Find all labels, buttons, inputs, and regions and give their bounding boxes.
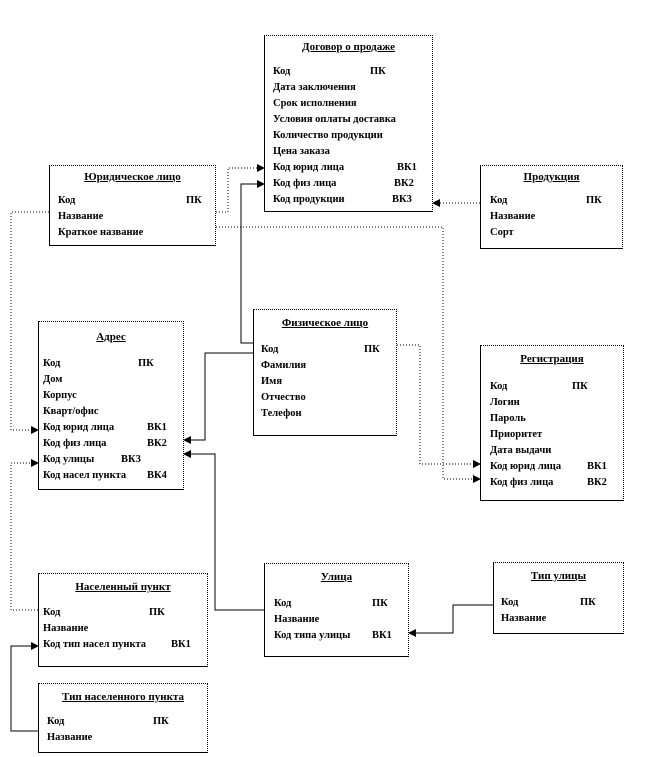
attr-row — [43, 605, 207, 621]
entity-title: Продукция — [523, 171, 580, 183]
attr-row — [274, 628, 408, 644]
entity-title: Тип улицы — [530, 570, 587, 582]
attr-row — [274, 596, 408, 612]
attr-key: ВК3 — [121, 454, 141, 465]
attr-row — [43, 372, 183, 388]
attr-name: Код физ лица — [273, 178, 337, 189]
entity-registration[interactable] — [480, 345, 624, 501]
attr-row — [261, 406, 396, 422]
entity-address[interactable] — [38, 321, 184, 490]
entity-title: Адрес — [96, 331, 126, 343]
attr-name: Дом — [43, 374, 63, 385]
attr-row — [273, 160, 432, 176]
attr-key: ПК — [149, 607, 165, 618]
attr-row — [43, 637, 207, 653]
entity-natural-person[interactable] — [253, 309, 397, 436]
entity-title: Улица — [320, 571, 353, 583]
attr-key: ВК4 — [147, 470, 167, 481]
entity-contract[interactable] — [264, 35, 433, 212]
attr-row — [273, 96, 432, 112]
attr-name: Название — [47, 732, 93, 743]
entity-title: Регистрация — [520, 353, 584, 365]
attr-row — [273, 80, 432, 96]
attr-name: Название — [58, 211, 104, 222]
attr-row — [273, 128, 432, 144]
attr-row — [273, 192, 432, 208]
attr-name: Имя — [261, 376, 282, 387]
attr-row — [43, 420, 183, 436]
attr-key: ПК — [153, 716, 169, 727]
legal-to-contract-line — [216, 168, 264, 212]
attr-key: ВК1 — [372, 630, 392, 641]
attr-row — [261, 358, 396, 374]
attr-row — [58, 225, 215, 241]
attr-name: Код — [43, 358, 61, 369]
attr-row — [58, 193, 215, 209]
entity-settlement-type[interactable] — [38, 683, 208, 753]
attr-name: Название — [274, 614, 320, 625]
entity-title: Физическое лицо — [281, 317, 369, 329]
attr-name: Кварт/офис — [43, 406, 99, 417]
entity-title: Договор о продаже — [302, 41, 395, 53]
attr-row — [43, 452, 183, 468]
attr-name: Код — [273, 66, 291, 77]
attr-key: ВК3 — [392, 194, 412, 205]
attr-key: ВК1 — [587, 461, 607, 472]
attr-row — [273, 176, 432, 192]
attr-key: ВК2 — [587, 477, 607, 488]
attr-name: Приоритет — [490, 429, 543, 440]
attr-row — [490, 225, 622, 241]
attr-name: Код — [274, 598, 292, 609]
attr-name: Код улицы — [43, 454, 95, 465]
attr-name: Дата заключения — [273, 82, 356, 93]
person-to-registration-line — [397, 345, 480, 464]
attr-name: Сорт — [490, 227, 514, 238]
attr-key: ПК — [138, 358, 154, 369]
entity-title: Юридическое лицо — [84, 171, 181, 183]
entity-title: Тип населенного пункта — [62, 691, 184, 703]
attr-row — [273, 112, 432, 128]
settlement-type-to-settlement-line — [11, 646, 38, 731]
entity-legal-person[interactable] — [49, 165, 216, 246]
attr-row — [490, 379, 623, 395]
entity-title: Населенный пункт — [75, 581, 171, 593]
attr-row — [43, 468, 183, 484]
attr-row — [47, 730, 207, 746]
attr-row — [490, 459, 623, 475]
attr-name: Код — [43, 607, 61, 618]
entity-product[interactable] — [480, 165, 623, 249]
attr-name: Код юрид лица — [43, 422, 115, 433]
attr-row — [501, 611, 623, 627]
entity-settlement[interactable] — [38, 573, 208, 667]
attr-row — [490, 443, 623, 459]
attr-row — [43, 356, 183, 372]
attr-name: Код тип насел пункта — [43, 639, 147, 650]
attr-name: Код — [261, 344, 279, 355]
attr-name: Код юрид лица — [273, 162, 345, 173]
attr-key: ПК — [580, 597, 596, 608]
attr-key: ПК — [370, 66, 386, 77]
attr-name: Условия оплаты доставка — [273, 114, 396, 125]
attr-name: Код — [501, 597, 519, 608]
entity-street[interactable] — [264, 563, 409, 657]
attr-key: ВК2 — [394, 178, 414, 189]
attr-name: Название — [501, 613, 547, 624]
attr-row — [490, 475, 623, 491]
attr-name: Количество продукции — [273, 130, 383, 141]
attr-row — [43, 436, 183, 452]
attr-name: Код — [490, 195, 508, 206]
attr-row — [43, 404, 183, 420]
attr-name: Цена заказа — [273, 146, 330, 157]
attr-row — [490, 395, 623, 411]
attr-key: ВК1 — [147, 422, 167, 433]
attr-row — [274, 612, 408, 628]
street-type-to-street-line — [409, 605, 493, 633]
attr-row — [58, 209, 215, 225]
attr-name: Код типа улицы — [274, 630, 351, 641]
attr-key: ПК — [186, 195, 202, 206]
attr-row — [490, 193, 622, 209]
attr-key: ПК — [572, 381, 588, 392]
attr-name: Код физ лица — [490, 477, 554, 488]
person-to-address-line — [184, 353, 253, 440]
attr-name: Пароль — [490, 413, 526, 424]
attr-row — [261, 342, 396, 358]
attr-row — [261, 390, 396, 406]
attr-name: Код физ лица — [43, 438, 107, 449]
attr-row — [43, 388, 183, 404]
attr-key: ПК — [586, 195, 602, 206]
attr-name: Фамилия — [261, 360, 307, 371]
attr-name: Код юрид лица — [490, 461, 562, 472]
attr-name: Телефон — [261, 408, 302, 419]
attr-row — [490, 209, 622, 225]
attr-row — [490, 427, 623, 443]
attr-row — [273, 144, 432, 160]
attr-name: Краткое название — [58, 227, 144, 238]
attr-key: ВК1 — [171, 639, 191, 650]
attr-name: Название — [490, 211, 536, 222]
attr-name: Дата выдачи — [490, 445, 552, 456]
attr-name: Код насел пункта — [43, 470, 127, 481]
attr-name: Срок исполнения — [273, 98, 357, 109]
entity-street-type[interactable] — [493, 562, 624, 634]
attr-name: Отчество — [261, 392, 306, 403]
attr-row — [47, 714, 207, 730]
attr-key: ПК — [372, 598, 388, 609]
attr-row — [501, 595, 623, 611]
attr-name: Код — [490, 381, 508, 392]
attr-row — [273, 64, 432, 80]
attr-key: ВК2 — [147, 438, 167, 449]
attr-row — [261, 374, 396, 390]
attr-name: Код — [47, 716, 65, 727]
attr-key: ПК — [364, 344, 380, 355]
attr-row — [43, 621, 207, 637]
attr-name: Код продукции — [273, 194, 345, 205]
attr-key: ВК1 — [397, 162, 417, 173]
attr-name: Код — [58, 195, 76, 206]
attr-name: Название — [43, 623, 89, 634]
attr-name: Корпус — [43, 390, 77, 401]
attr-name: Логин — [490, 397, 520, 408]
settlement-to-address-line — [11, 463, 38, 610]
attr-row — [490, 411, 623, 427]
